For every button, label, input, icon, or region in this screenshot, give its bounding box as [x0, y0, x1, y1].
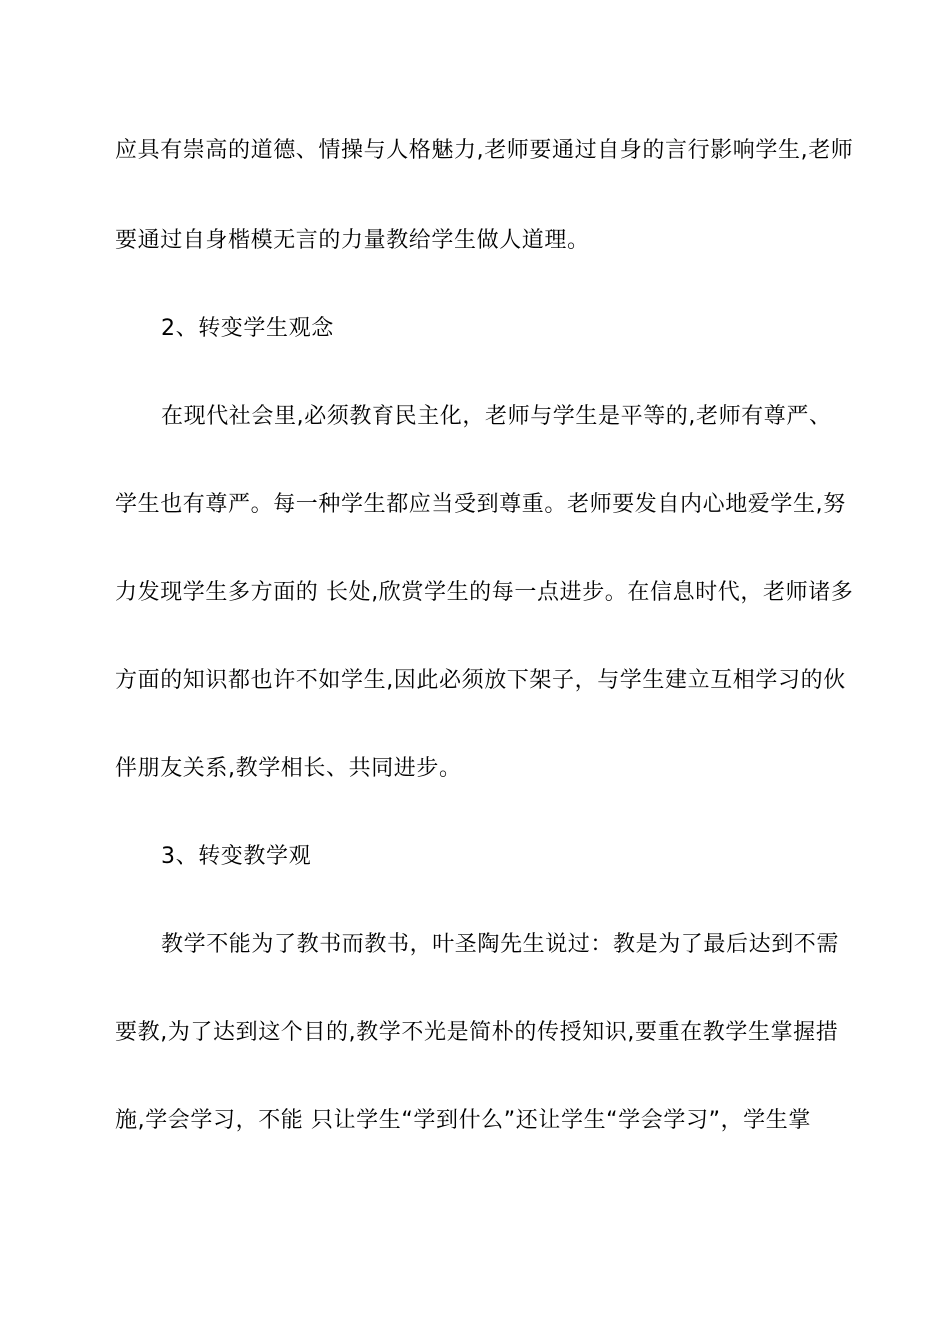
section-heading-2: 2、转变学生观念 — [161, 316, 334, 341]
paragraph-line-8: 教学不能为了教书而教书，叶圣陶先生说过：教是为了最后达到不需 — [161, 932, 840, 957]
paragraph-line-2: 要通过自身楷模无言的力量教给学生做人道理。 — [115, 228, 590, 253]
section-heading-3: 3、转变教学观 — [161, 844, 312, 869]
paragraph-line-7: 伴朋友关系,教学相长、共同进步。 — [115, 756, 462, 781]
paragraph-line-5: 力发现学生多方面的 长处,欣赏学生的每一点进步。在信息时代，老师诸多 — [115, 580, 854, 605]
paragraph-line-4: 学生也有尊严。每一种学生都应当受到尊重。老师要发自内心地爱学生,努 — [115, 492, 846, 517]
paragraph-line-9: 要教,为了达到这个目的,教学不光是简朴的传授知识,要重在教学生掌握措 — [115, 1020, 839, 1045]
paragraph-line-3: 在现代社会里,必须教育民主化，老师与学生是平等的,老师有尊严、 — [161, 404, 832, 429]
paragraph-line-10: 施,学会学习，不能 只让学生“学到什么”还让学生“学会学习”，学生掌 — [115, 1108, 811, 1133]
paragraph-line-6: 方面的知识都也许不如学生,因此必须放下架子，与学生建立互相学习的伙 — [115, 668, 846, 693]
paragraph-line-1: 应具有崇高的道德、情操与人格魅力,老师要通过自身的言行影响学生,老师 — [115, 138, 854, 163]
